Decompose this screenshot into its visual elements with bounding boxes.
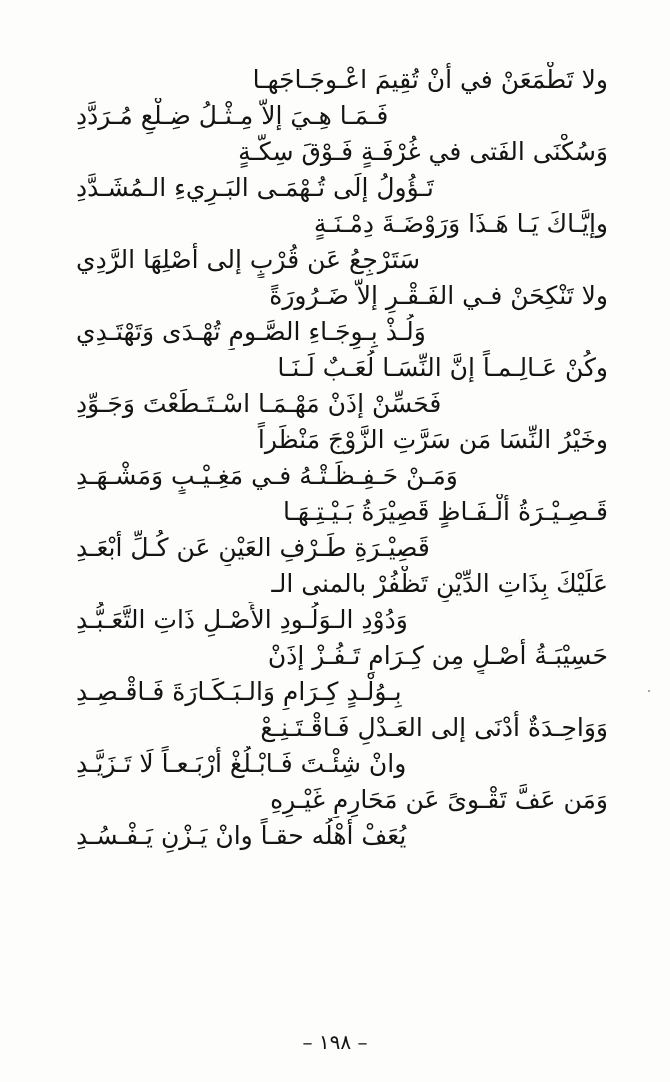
verse-line: فَـمَـا هِـيَ إلاّ مِـثْـلُ ضِـلْعٍ مُـرَدَّدِ (76, 101, 389, 130)
verse-line: وإيَّـاكَ يَـا هَـذَا وَرَوْضَـةَ دِمْـنَـةٍ (313, 209, 608, 238)
page-number: – ١٩٨ – (302, 1030, 368, 1054)
verse-line: تَـؤُولُ إلَى تُـهْمَـى البَـرِيءِ الـمُشَـدَّدِ (76, 173, 434, 202)
verse-line: ولا تَنْكِحَنْ فـي الفَـقْـرِ إلاّ ضَـرُورَةً (269, 281, 608, 310)
verse-line: وَمَن عَفَّ تَقْـوىً عَن مَحَارِمِ غَيْـرِهِ (270, 785, 608, 814)
verse-line: بِـوُلْـدٍ كِـرَامٍ وَالـبَـكَـارَةَ فَـاقْـصِـدِ (76, 677, 402, 706)
verse-line: عَلَيْكَ بِذَاتِ الدِّيْنِ تَظْفُرْ بالمنى الـ (271, 569, 608, 598)
verse-line: وَوَاحِـدَةٌ أَدْنَى إلى العَـدْلِ فَـاقْـتَـنِـعْ (260, 713, 608, 742)
verse-line: حَسِيْبَـةُ أَصْـلٍ مِن كِـرَامٍ تَـفُـزْ إذَنْ (267, 641, 608, 670)
verse-line: وَسُكْنَى الفَتى في غُرْفَـةٍ فَـوْقَ سِكَّـةٍ (238, 137, 608, 166)
verse-line: يُعَفْ أَهْلُه حقـاً وانْ يَـزْنِ يَـفْـسُـدِ (76, 821, 407, 850)
verse-line: وَلُـذْ بِـوِجَـاءِ الصَّـومِ تُهْـدَى وَتَهْتَـدِي (76, 317, 426, 346)
verse-line: قَـصِـيْـرَةُ أَلْـفَـاظٍ قَصِيْرَةُ بَـيْـتِـهَـا (282, 497, 608, 526)
verse-line: ولا تَطْمَعَنْ في أنْ تُقِيمَ اعْـوجَـاجَهـا (252, 65, 608, 94)
verse-line: سَتَرْجِعُ عَن قُرْبٍ إلى أَصْلِهَا الرَّدِي (76, 245, 421, 274)
verse-line: وكُنْ عَـالِـمـاً إنَّ النِّسَـا لُعَـبٌ لَـنَـا (277, 353, 608, 382)
verse-line: وَمَـنْ حَـفِـظَـتْـهُ فـي مَغِـيْـبٍ وَمَشْـهَـدِ (76, 461, 458, 490)
verse-line: قَصِيْـرَةِ طَـرْفِ العَيْنِ عَن كُـلِّ أَبْعَـدِ (76, 533, 430, 562)
poem-text (60, 62, 620, 854)
verse-line: وخَيْرُ النِّسَا مَن سَرَّتِ الزَّوْجَ مَنْظَراً (257, 425, 608, 454)
verse-line: فَحَسِّنْ إذَنْ مَهْـمَـا اسْـتَـطَعْتَ وَجَـوِّدِ (76, 389, 442, 418)
scan-speck (648, 690, 650, 692)
verse-line: وَدُوْدِ الـوَلُـودِ الأَصْـلِ ذَاتِ التَّعَـبُّـدِ (76, 605, 408, 634)
verse-line: وانْ شِئْـتَ فَـابْـلُغْ أَرْبَـعـاً لَا تَـزَيَّـدِ (76, 749, 407, 778)
